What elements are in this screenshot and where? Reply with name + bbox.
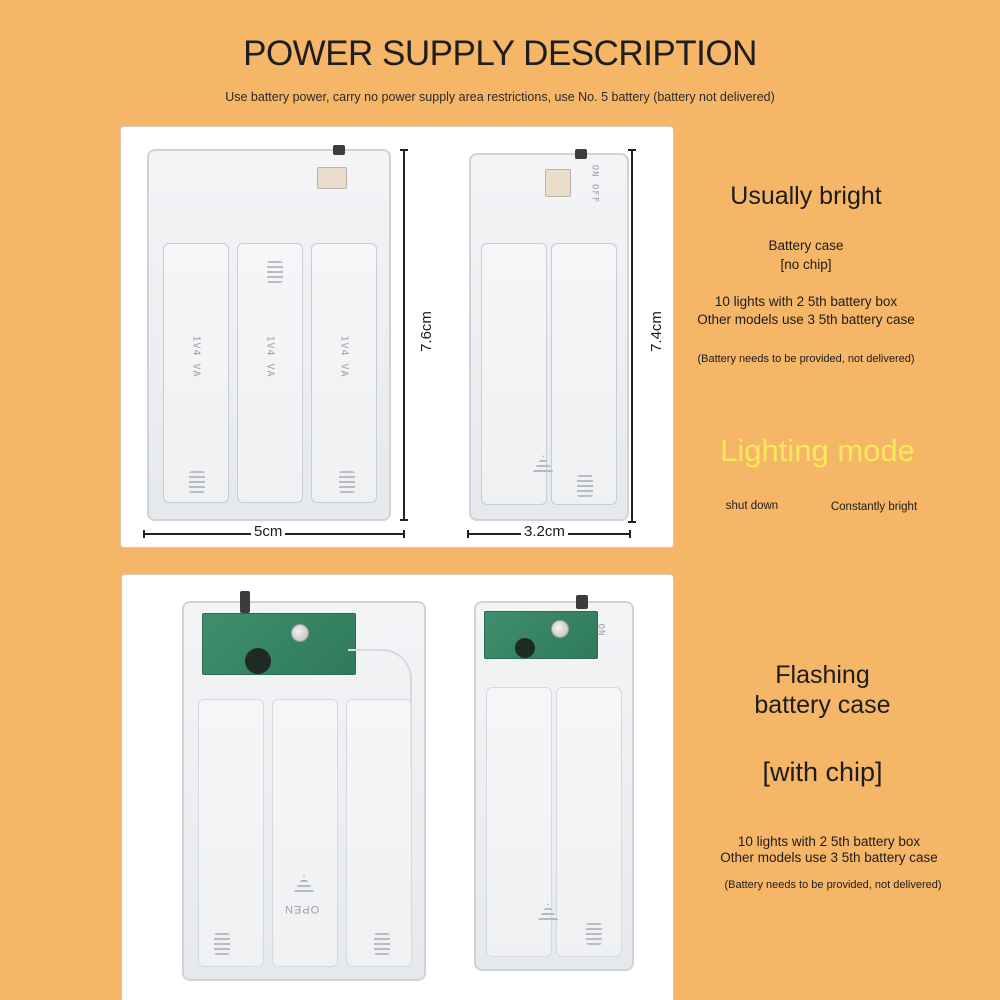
chip-contact [291, 624, 309, 642]
spring-contact [189, 471, 205, 493]
flashing-heading-line-1: Flashing [775, 661, 870, 689]
spring-contact [577, 475, 593, 497]
three-slot-battery-box [147, 149, 391, 521]
battery-case-label: Battery case [768, 238, 844, 253]
two-slot-battery-box-with-chip [474, 601, 634, 971]
spring-contact [586, 923, 602, 945]
spring-contact [339, 471, 355, 493]
mode-constantly-bright: Constantly bright [830, 501, 918, 513]
battery-slot [551, 243, 617, 505]
switch-knob [575, 149, 587, 159]
three-slot-battery-box-with-chip [182, 601, 426, 981]
height-dimension-label: 7.6cm [417, 311, 435, 352]
switch-housing [545, 169, 571, 197]
battery-note: (Battery needs to be provided, not delivered) [724, 879, 942, 891]
height-dimension-label: 7.4cm [647, 311, 665, 352]
flashing-heading-line-2: battery case [754, 691, 891, 719]
switch-marking: ON OFF [589, 164, 600, 204]
usually-bright-heading: Usually bright [730, 182, 882, 210]
page-title: POWER SUPPLY DESCRIPTION [243, 34, 757, 73]
spring-contact [214, 933, 230, 955]
chip-circuit-board [202, 613, 356, 675]
case-marking: 1V4 VA [264, 335, 276, 378]
lighting-mode-heading: Lighting mode [720, 433, 915, 468]
switch-marking: ON [595, 623, 606, 637]
switch-knob [333, 145, 345, 155]
width-dimension-label: 3.2cm [521, 523, 568, 540]
usage-line-1: 10 lights with 2 5th battery box [714, 294, 898, 309]
battery-slot [556, 687, 622, 957]
switch-knob [576, 595, 588, 609]
case-marking: 1V4 VA [338, 335, 350, 378]
no-chip-label: [no chip] [780, 257, 832, 272]
chip-component [245, 648, 271, 674]
usage-line-2: Other models use 3 5th battery case [697, 312, 915, 327]
spring-contact [267, 261, 283, 283]
no-chip-battery-case-photo [120, 126, 674, 548]
chip-component [515, 638, 535, 658]
width-dimension-label: 5cm [251, 523, 285, 540]
with-chip-label: [with chip] [762, 757, 883, 787]
battery-slot [198, 699, 264, 967]
open-marking: OPEN [284, 903, 320, 915]
with-chip-battery-case-photo [121, 574, 674, 1000]
two-slot-battery-box [469, 153, 629, 521]
usage-line-1: 10 lights with 2 5th battery box [737, 834, 921, 849]
chip-contact [551, 620, 569, 638]
switch-knob [240, 591, 250, 613]
usage-line-2: Other models use 3 5th battery case [720, 850, 938, 865]
battery-slot [272, 699, 338, 967]
case-marking: 1V4 VA [190, 335, 202, 378]
height-dimension-line [401, 149, 405, 521]
switch-housing [317, 167, 347, 189]
battery-note: (Battery needs to be provided, not delivered) [697, 353, 915, 365]
height-dimension-line [629, 149, 633, 523]
mode-shut-down: shut down [725, 500, 779, 512]
chip-circuit-board [484, 611, 598, 659]
page-subtitle: Use battery power, carry no power supply area restrictions, use No. 5 battery (battery not delivered) [225, 90, 775, 104]
spring-contact [374, 933, 390, 955]
battery-slot [346, 699, 412, 967]
